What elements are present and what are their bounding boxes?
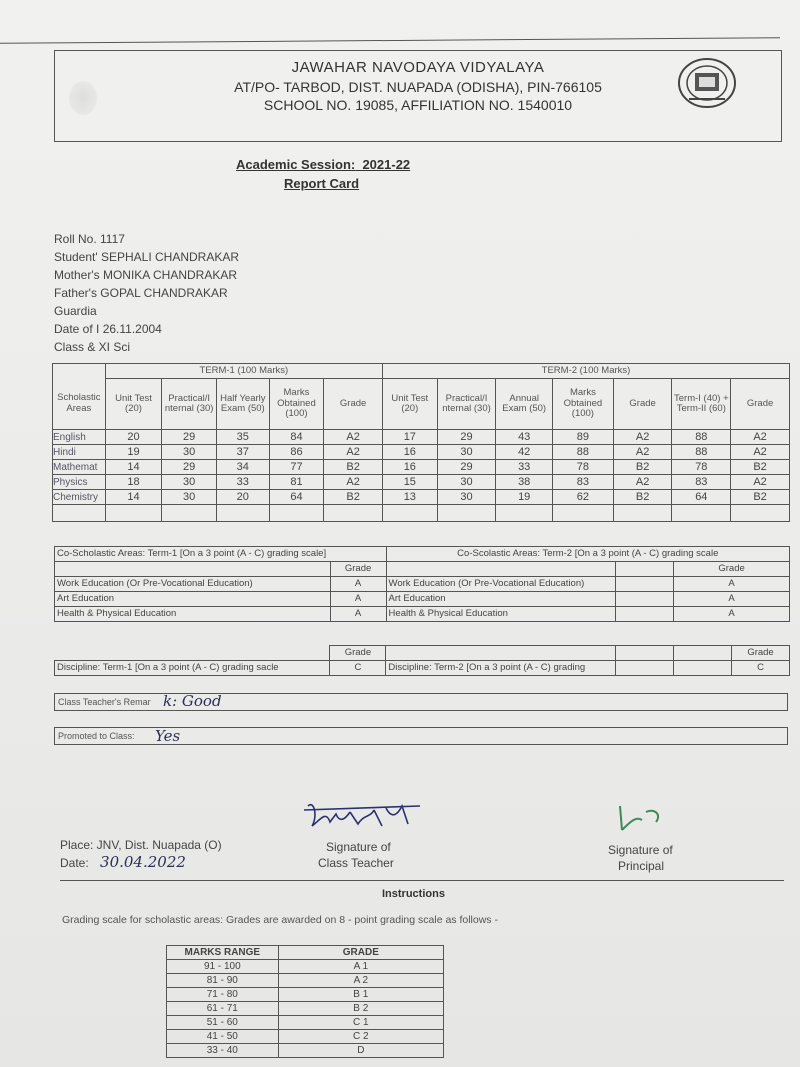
column-header-row — [53, 379, 790, 430]
principal-signature-icon — [612, 802, 672, 838]
school-name: JAWAHAR NAVODAYA VIDYALAYA — [291, 59, 545, 76]
cos-row — [55, 592, 790, 607]
date-value: 30.04.2022 — [100, 853, 186, 871]
grade-value: C 1 — [278, 1016, 443, 1030]
grade-value: B 2 — [278, 1002, 443, 1016]
subject-row — [53, 430, 790, 445]
subject-cell: 78 — [553, 460, 614, 475]
guardian-name: Guardia — [54, 304, 97, 318]
subject-cell: 84 — [269, 430, 324, 445]
cos-t2-area: Work Education (Or Pre-Vocational Education) — [386, 577, 616, 592]
subject-cell: 14 — [105, 460, 162, 475]
col-t2-grade: Grade — [613, 379, 672, 430]
grade-value: C 2 — [278, 1030, 443, 1044]
subject-cell: A2 — [731, 475, 790, 490]
col-t2-annual: Annual Exam (50) — [496, 379, 553, 430]
subject-cell: 42 — [496, 445, 553, 460]
coscholastic-table — [54, 546, 790, 622]
subject-cell: 15 — [382, 475, 437, 490]
subject-cell: 64 — [269, 490, 324, 505]
place: Place: JNV, Dist. Nuapada (O) — [60, 838, 222, 852]
subject-cell: A2 — [613, 475, 672, 490]
term1-label: TERM-1 (100 Marks) — [105, 364, 382, 379]
roll-number: Roll No. 1117 — [54, 232, 125, 246]
class-teacher-signature-icon — [300, 796, 440, 840]
grade-value: D — [278, 1044, 443, 1058]
principal-role: Principal — [618, 859, 665, 873]
top-rule — [0, 37, 780, 43]
discipline-t1-grade: C — [330, 661, 386, 676]
report-title: Report Card — [284, 176, 360, 191]
cos-t1-area: Health & Physical Education — [55, 607, 331, 622]
subject-cell: 83 — [672, 475, 731, 490]
subject-cell: 77 — [269, 460, 324, 475]
subject-cell: 33 — [216, 475, 269, 490]
subject-cell: 43 — [496, 430, 553, 445]
discipline-t1-label: Discipline: Term-1 [On a 3 point (A - C) grading sacle — [55, 661, 330, 676]
subject-cell: 17 — [382, 430, 437, 445]
subject-cell: 29 — [437, 460, 496, 475]
subject-cell: 30 — [437, 475, 496, 490]
subject-row — [53, 460, 790, 475]
subject-cell: 29 — [162, 430, 217, 445]
marks-range: 51 - 60 — [167, 1016, 279, 1030]
teacher-remark-label: Class Teacher's Remar — [58, 697, 151, 707]
col-t2-practical: Practical/I nternal (30) — [437, 379, 496, 430]
subject-cell: 62 — [553, 490, 614, 505]
subject-cell: A2 — [324, 475, 383, 490]
col-t1-half-yearly: Half Yearly Exam (50) — [216, 379, 269, 430]
cos-t2-area: Art Education — [386, 592, 616, 607]
col-t1-unit: Unit Test (20) — [105, 379, 162, 430]
subject-cell: B2 — [731, 460, 790, 475]
marks-range: 81 - 90 — [167, 974, 279, 988]
subject-cell: 16 — [382, 445, 437, 460]
cos-t1-area: Work Education (Or Pre-Vocational Education) — [55, 577, 331, 592]
grade-value: A 2 — [278, 974, 443, 988]
col-t2-marks: Marks Obtained (100) — [553, 379, 614, 430]
discipline-t2-grade-label: Grade — [732, 646, 790, 661]
cos-t1-grade-label: Grade — [330, 562, 386, 577]
subject-cell: 88 — [553, 445, 614, 460]
scale-row — [167, 1044, 444, 1058]
father-name: Father's GOPAL CHANDRAKAR — [54, 286, 228, 300]
subject-cell: 38 — [496, 475, 553, 490]
subject-cell: 89 — [553, 430, 614, 445]
subject-cell: 29 — [437, 430, 496, 445]
teacher-remark-box — [54, 693, 788, 711]
marks-range: 33 - 40 — [167, 1044, 279, 1058]
grade-value: A 1 — [278, 960, 443, 974]
session-line: Academic Session: 2021-22 — [236, 157, 411, 172]
school-codes: SCHOOL NO. 19085, AFFILIATION NO. 1540010 — [263, 97, 573, 113]
teacher-role: Class Teacher — [318, 856, 394, 870]
instructions-title: Instructions — [382, 888, 445, 900]
scale-row — [167, 1002, 444, 1016]
cos-t2-area: Health & Physical Education — [386, 607, 616, 622]
marks-range: 41 - 50 — [167, 1030, 279, 1044]
scale-header-range: MARKS RANGE — [167, 946, 279, 960]
subject-row — [53, 445, 790, 460]
subject-cell: A2 — [324, 430, 383, 445]
scale-row — [167, 988, 444, 1002]
subject-cell: 33 — [496, 460, 553, 475]
grade-value: B 1 — [278, 988, 443, 1002]
subject-name: Physics — [53, 475, 106, 490]
subject-cell: 20 — [216, 490, 269, 505]
date-of-birth: Date of I 26.11.2004 — [54, 322, 162, 336]
subject-cell: 14 — [105, 490, 162, 505]
grading-scale-table — [166, 945, 444, 1058]
scale-row — [167, 1016, 444, 1030]
col-t2-unit: Unit Test (20) — [382, 379, 437, 430]
subject-cell: A2 — [324, 445, 383, 460]
col-t1-practical: Practical/I nternal (30) — [162, 379, 217, 430]
subject-cell: B2 — [731, 490, 790, 505]
subject-cell: 30 — [162, 490, 217, 505]
subject-cell: 30 — [437, 490, 496, 505]
marks-range: 91 - 100 — [167, 960, 279, 974]
student-name: Student' SEPHALI CHANDRAKAR — [54, 250, 240, 264]
subject-cell: B2 — [324, 490, 383, 505]
cos-t1-grade: A — [330, 607, 386, 622]
subject-cell: 20 — [105, 430, 162, 445]
cos-t2-grade: A — [674, 607, 790, 622]
class-section: Class & XI Sci — [54, 340, 131, 354]
teacher-remark-value: k: Good — [163, 692, 222, 710]
subject-name: Mathemat — [53, 460, 106, 475]
col-area: Scholastic Areas — [53, 379, 106, 430]
term2-label: TERM-2 (100 Marks) — [382, 364, 789, 379]
subject-cell: 35 — [216, 430, 269, 445]
subject-cell: B2 — [613, 460, 672, 475]
subject-cell: A2 — [613, 430, 672, 445]
cos-row — [55, 577, 790, 592]
discipline-t2-grade: C — [732, 661, 790, 676]
subject-cell: 19 — [105, 445, 162, 460]
subject-cell: 16 — [382, 460, 437, 475]
cos-t2-grade: A — [674, 577, 790, 592]
blank-row — [53, 505, 790, 522]
date-line: Date: 30.04.2022 — [60, 853, 186, 871]
marks-range: 71 - 80 — [167, 988, 279, 1002]
col-final-grade: Grade — [731, 379, 790, 430]
scholastic-table — [52, 363, 790, 522]
subject-cell: 86 — [269, 445, 324, 460]
discipline-table — [54, 645, 790, 676]
navodaya-logo-icon — [675, 55, 739, 111]
principal-signature-label: Signature of — [608, 843, 673, 857]
subject-cell: 88 — [672, 445, 731, 460]
subject-cell: 30 — [162, 475, 217, 490]
subject-cell: 78 — [672, 460, 731, 475]
subject-cell: 29 — [162, 460, 217, 475]
scale-row — [167, 974, 444, 988]
cos-row — [55, 607, 790, 622]
subject-name: Chemistry — [53, 490, 106, 505]
col-t1-grade: Grade — [324, 379, 383, 430]
subject-row — [53, 490, 790, 505]
subject-cell: B2 — [613, 490, 672, 505]
subject-cell: 34 — [216, 460, 269, 475]
subject-name: English — [53, 430, 106, 445]
discipline-t2-label: Discipline: Term-2 [On a 3 point (A - C) grading — [386, 661, 616, 676]
discipline-t1-grade-label: Grade — [330, 646, 386, 661]
teacher-signature-label: Signature of — [326, 840, 391, 854]
promotion-label: Promoted to Class: — [58, 731, 135, 741]
subject-cell: 19 — [496, 490, 553, 505]
term-header-row — [53, 364, 790, 379]
cos-t1-area: Art Education — [55, 592, 331, 607]
cos-t2-grade-label: Grade — [674, 562, 790, 577]
grading-note: Grading scale for scholastic areas: Grades are awarded on 8 - point grading scale as follows - — [62, 914, 498, 926]
subject-cell: A2 — [731, 430, 790, 445]
subject-cell: A2 — [613, 445, 672, 460]
subject-cell: 83 — [553, 475, 614, 490]
scale-header-grade: GRADE — [278, 946, 443, 960]
scale-row — [167, 960, 444, 974]
subject-cell: 13 — [382, 490, 437, 505]
scale-header-row — [167, 946, 444, 960]
subject-cell: 30 — [162, 445, 217, 460]
mother-name: Mother's MONIKA CHANDRAKAR — [54, 268, 237, 282]
marks-range: 61 - 71 — [167, 1002, 279, 1016]
cos-t1-grade: A — [330, 577, 386, 592]
subject-cell: 18 — [105, 475, 162, 490]
school-header — [54, 50, 782, 142]
cos-t2-grade: A — [674, 592, 790, 607]
col-t1-marks: Marks Obtained (100) — [269, 379, 324, 430]
subject-cell: 88 — [672, 430, 731, 445]
promotion-box — [54, 727, 788, 745]
subject-row — [53, 475, 790, 490]
subject-cell: 37 — [216, 445, 269, 460]
footer-rule — [60, 880, 784, 881]
col-combined: Term-I (40) + Term-II (60) — [672, 379, 731, 430]
cos-t2-title: Co-Scolastic Areas: Term-2 [On a 3 point (A - C) grading scale — [386, 547, 789, 562]
subject-cell: 64 — [672, 490, 731, 505]
subject-cell: B2 — [324, 460, 383, 475]
scale-row — [167, 1030, 444, 1044]
subject-cell: 30 — [437, 445, 496, 460]
subject-cell: A2 — [731, 445, 790, 460]
promotion-value: Yes — [155, 727, 181, 745]
subject-cell: 81 — [269, 475, 324, 490]
subject-name: Hindi — [53, 445, 106, 460]
cos-t1-title: Co-Scholastic Areas: Term-1 [On a 3 point (A - C) grading scale] — [55, 547, 387, 562]
cos-t1-grade: A — [330, 592, 386, 607]
school-address: AT/PO- TARBOD, DIST. NUAPADA (ODISHA), PIN-766105 — [234, 79, 602, 95]
